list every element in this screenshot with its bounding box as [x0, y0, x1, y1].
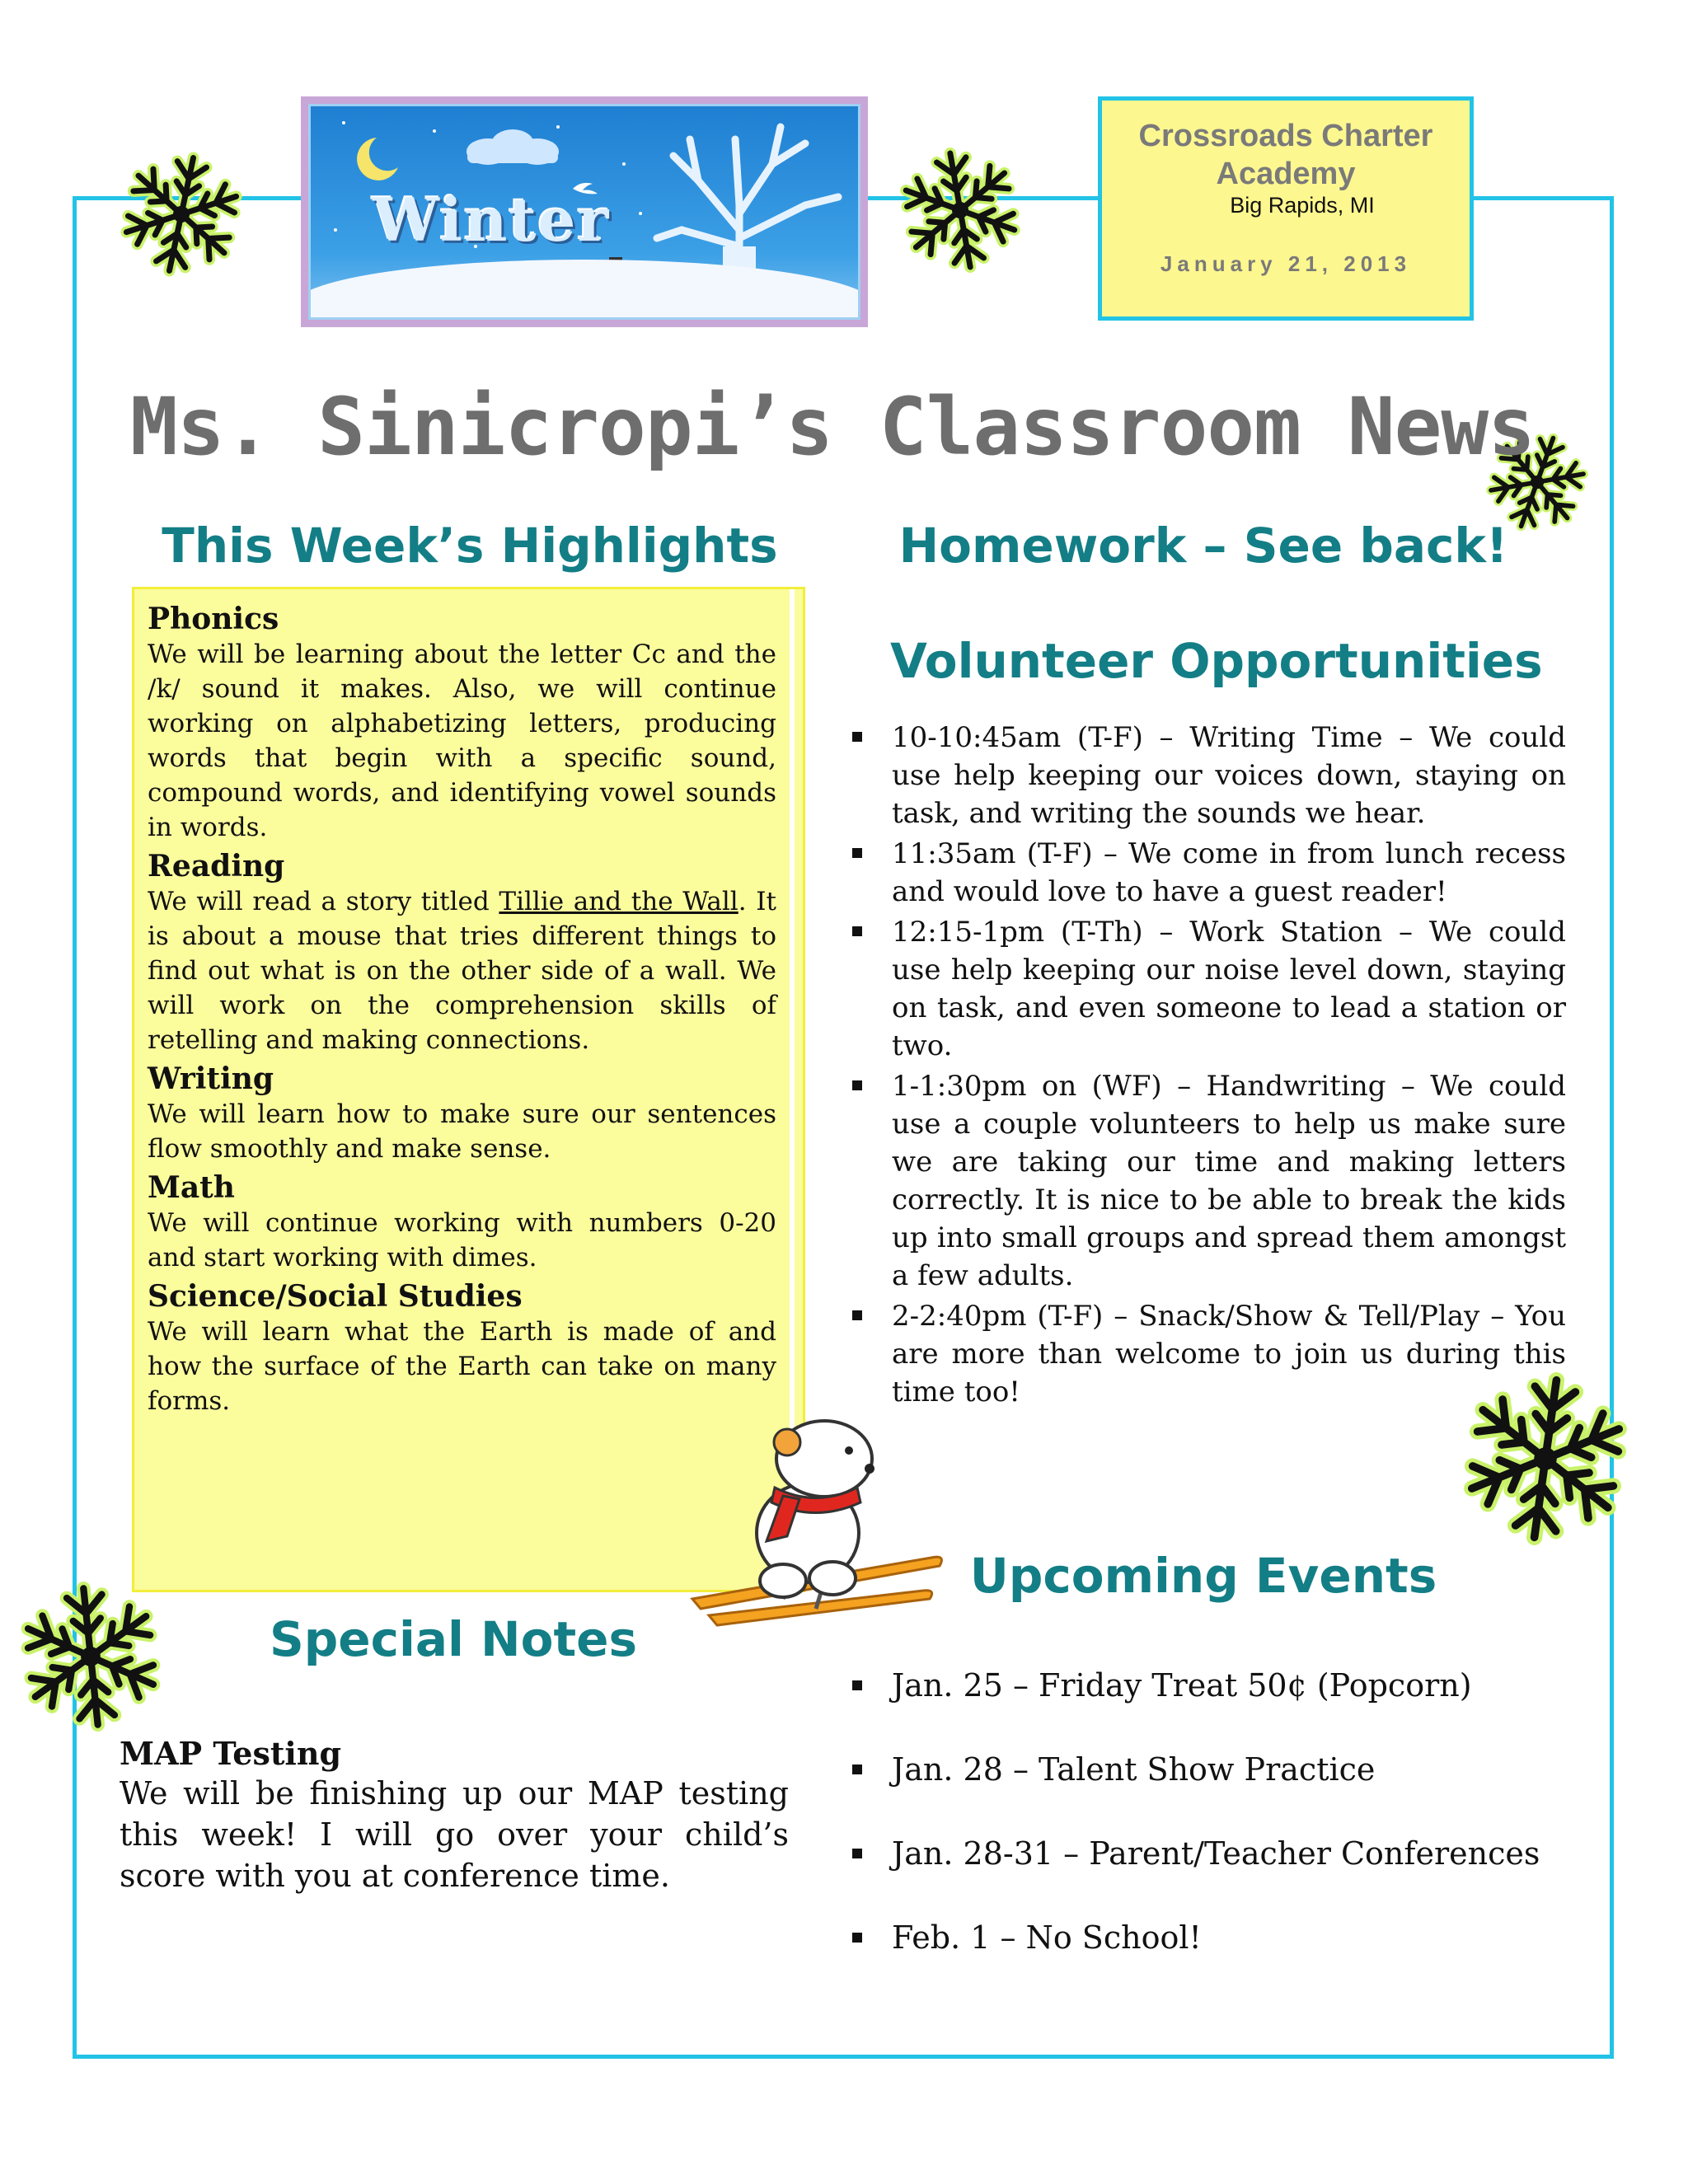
reading-text — [148, 884, 788, 1057]
volunteer-item: 1-1:30pm on (WF) – Handwriting – We could use a couple volunteers to help us make sure we are taking our time and making letters correctly. It is nice to be able to break the kids up into small groups and spread them amongst a few adults. — [841, 1067, 1566, 1295]
writing-subject: Writing — [148, 1062, 274, 1096]
notes-subject: MAP Testing — [120, 1735, 342, 1772]
phonics-subject: Phonics — [148, 602, 279, 636]
science-text: We will learn what the Earth is made of and how the surface of the Earth can take on many forms. — [148, 1317, 776, 1416]
reading-subject: Reading — [148, 849, 285, 883]
event-item: Jan. 28 – Talent Show Practice — [841, 1749, 1566, 1790]
school-name: Crossroads Charter Academy — [1138, 119, 1433, 191]
page-title: Ms. Sinicropi’s Classroom News — [130, 381, 1535, 473]
event-item: Jan. 28-31 – Parent/Teacher Conferences — [841, 1833, 1566, 1874]
snowflake-icon — [12, 1578, 169, 1735]
event-item: Feb. 1 – No School! — [841, 1917, 1566, 1958]
volunteer-heading: Volunteer Opportunities — [890, 633, 1543, 689]
winter-scene — [308, 104, 860, 320]
moon-icon — [357, 138, 398, 180]
reading-text-start: We will read a story titled — [148, 887, 499, 916]
school-city: Big Rapids, MI — [1230, 193, 1375, 218]
math-subject: Math — [148, 1170, 235, 1205]
events-list — [841, 1665, 1566, 2001]
reading-text-end: . It is about a mouse that tries different things to find out what is on the other side of a wall. We will work on the comprehension skills of retelling and making connections. — [148, 887, 776, 1055]
skiing-polar-bear-icon — [684, 1393, 948, 1632]
events-heading: Upcoming Events — [969, 1548, 1437, 1604]
school-info-box — [1098, 96, 1474, 321]
story-title: Tillie and the Wall — [499, 887, 738, 916]
issue-date: January 21, 2013 — [1160, 251, 1412, 276]
snowflake-icon — [115, 148, 247, 280]
writing-text: We will learn how to make sure our sentences flow smoothly and make sense. — [148, 1099, 776, 1164]
special-notes-block — [120, 1735, 789, 1896]
highlights-heading: This Week’s Highlights — [162, 518, 778, 574]
cloud-icon — [467, 129, 559, 165]
volunteer-item: 12:15-1pm (T-Th) – Work Station – We could use help keeping our noise level down, staying on task, and even someone to lead a station or two. — [841, 913, 1566, 1065]
snowflake-icon — [894, 144, 1026, 276]
phonics-text: We will be learning about the letter Cc and the /k/ sound it makes. Also, we will continue working on alphabetizing letters, producing words that begin with a specific sound, compound words, and identifying vowel sounds in words. — [148, 640, 776, 842]
volunteer-item: 10-10:45am (T-F) – Writing Time – We could use help keeping our voices down, staying on task, and writing the sounds we hear. — [841, 719, 1566, 832]
notes-text: We will be finishing up our MAP testing this week! I will go over your child’s score with you at conference time. — [120, 1775, 789, 1894]
math-text: We will continue working with numbers 0-20 and start working with dimes. — [148, 1208, 776, 1272]
winter-banner — [301, 96, 868, 327]
homework-heading: Homework – See back! — [898, 518, 1508, 574]
event-item: Jan. 25 – Friday Treat 50¢ (Popcorn) — [841, 1665, 1566, 1706]
volunteer-list — [841, 719, 1566, 1413]
special-notes-heading: Special Notes — [269, 1611, 638, 1667]
volunteer-item: 2-2:40pm (T-F) – Snack/Show & Tell/Play – You are more than welcome to join us during this time too! — [841, 1297, 1566, 1411]
banner-title: Winter — [373, 185, 611, 255]
volunteer-item: 11:35am (T-F) – We come in from lunch recess and would love to have a guest reader! — [841, 835, 1566, 911]
science-subject: Science/Social Studies — [148, 1279, 523, 1314]
